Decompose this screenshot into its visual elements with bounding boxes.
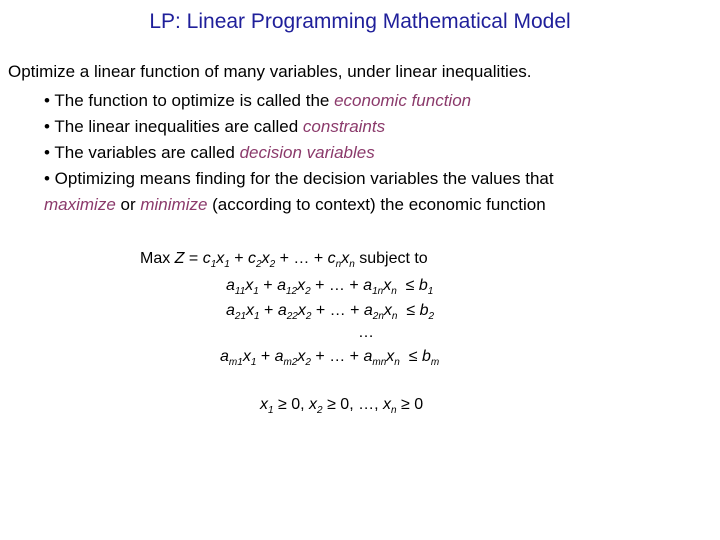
bullet-list <box>44 88 554 218</box>
vertical-ellipsis: … <box>358 324 374 341</box>
constraint-row-1: $a_{11}x_1 + a_{12}x_2$ + … + $a_{1n}x_n \le b_1$ <box>226 277 434 298</box>
constraint-row-2: $a_{21}x_1 + a_{22}x_2$ + … + $a_{2n}x_n \le b_2$ <box>226 302 435 323</box>
bullet-item: • The variables are called decision variables <box>44 143 375 162</box>
bullet-item: • The function to optimize is called the economic function <box>44 91 472 110</box>
bullet-item: • The linear inequalities are called constraints <box>44 117 386 136</box>
intro-text: Optimize a linear function of many variables, under linear inequalities. <box>8 62 532 81</box>
constraint-row-m: $a_{m1}x_1 + a_{m2}x_2$ + … + $a_{mn}x_n \le b_m$ <box>220 348 440 369</box>
nonnegativity-row: $x_1 \ge 0$, $x_2 \ge 0$, …, $x_n \ge 0$ <box>260 396 424 417</box>
bullet-continuation: maximize or minimize (according to context) the economic function <box>44 195 546 214</box>
slide-title: LP: Linear Programming Mathematical Model <box>149 10 571 33</box>
bullet-item: • Optimizing means finding for the decision variables the values that <box>44 169 554 188</box>
objective-row: Max $Z = c_1x_1 + c_2x_2$ + … + $c_nx_n$ subject to <box>140 250 428 271</box>
